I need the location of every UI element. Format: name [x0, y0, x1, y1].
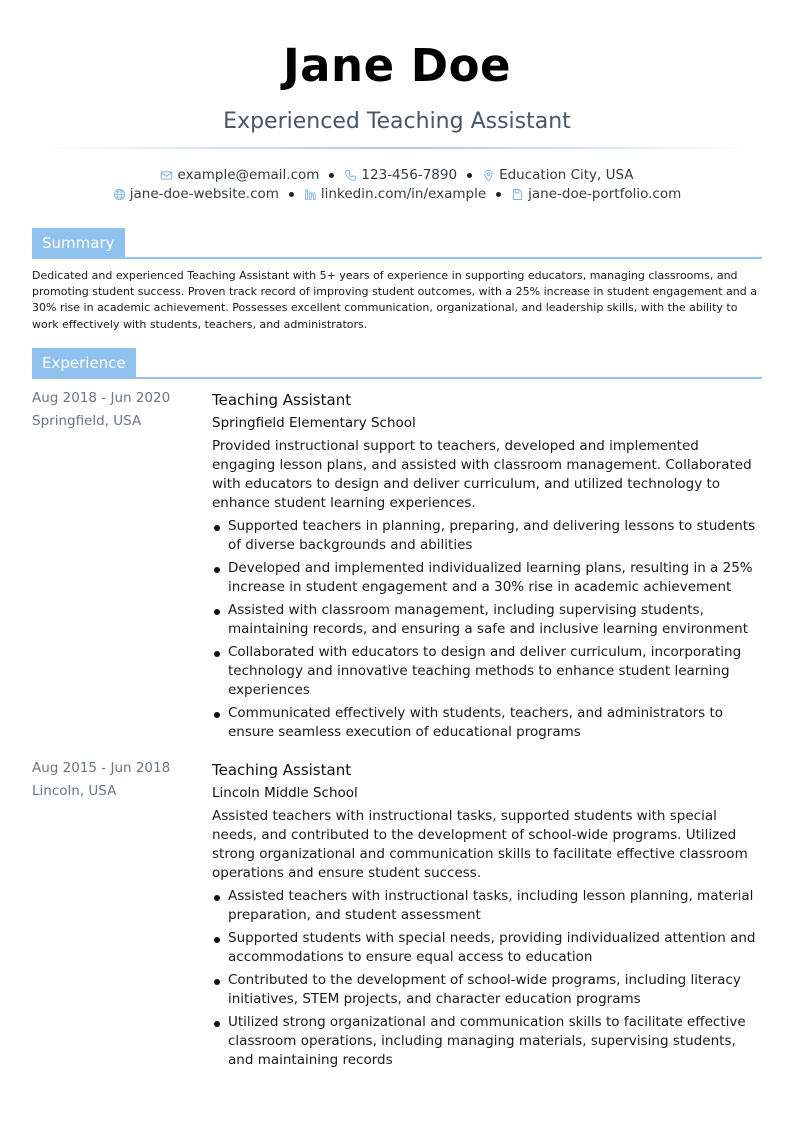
- job-bullet: [212, 559, 762, 597]
- bullet-dot: [214, 1021, 220, 1027]
- portfolio-icon: [511, 188, 524, 201]
- job-description: Provided instructional support to teachers, developed and implemented engaging lesson plans, and assisted with classroom management. Collaborated with educators to design and deliver curriculum, and utilized technology to enhance student learning experiences.: [212, 438, 752, 511]
- location-pin-icon: [482, 169, 495, 182]
- contact-location: [482, 166, 633, 184]
- bullet-text: Supported students with special needs, providing individualized attention and accommodations to ensure equal access to education: [228, 930, 756, 965]
- bullet-dot: [214, 567, 220, 573]
- job-details: [212, 759, 762, 1074]
- bullet-dot: [214, 712, 220, 718]
- bullet-text: Contributed to the development of school-wide programs, including literacy initiatives, STEM projects, and character education programs: [228, 972, 741, 1007]
- bullet-dot: [214, 525, 220, 531]
- bullet-text: Collaborated with educators to design and deliver curriculum, incorporating technology and innovative teaching methods to enhance student learning experiences: [228, 644, 742, 698]
- contact-phone[interactable]: [344, 166, 457, 184]
- job-dates: Aug 2015 - Jun 2018: [32, 760, 171, 776]
- bullet-text: Assisted teachers with instructional tasks, including lesson planning, material preparation, and student assessment: [228, 888, 754, 923]
- email-text: example@email.com: [177, 167, 320, 183]
- summary-text: Dedicated and experienced Teaching Assistant with 5+ years of experience in supporting educators, managing classrooms, and promoting student success. Proven track record of improving student outcomes, with a 25% increase in student engagement and a 30% rise in academic achievement. Possesses excellent communication, organizational, and leadership skills, with the ability to work effectively with students, teachers, and administrators.: [32, 269, 757, 331]
- job-bullet-list: [212, 887, 762, 1070]
- location-text: Education City, USA: [499, 167, 634, 183]
- bullet-dot: [214, 609, 220, 615]
- bullet-dot: [214, 937, 220, 943]
- separator-dot: [467, 173, 472, 178]
- separator-dot: [329, 173, 334, 178]
- linkedin-icon: [304, 188, 317, 201]
- candidate-name: Jane Doe: [282, 39, 512, 92]
- phone-icon: [344, 169, 357, 182]
- phone-text: 123-456-7890: [361, 167, 458, 183]
- contact-row-secondary: [0, 185, 794, 203]
- job-bullet: [212, 971, 762, 1009]
- job-bullet: [212, 517, 762, 555]
- job-company: Springfield Elementary School: [212, 415, 416, 431]
- job-dates: Aug 2018 - Jun 2020: [32, 390, 171, 406]
- job-title: Experienced Teaching Assistant: [223, 109, 571, 134]
- job-details: [212, 389, 762, 746]
- contact-row-primary: [0, 166, 794, 184]
- contact-website[interactable]: [113, 185, 279, 203]
- contact-email[interactable]: [160, 166, 319, 184]
- job-bullet: [212, 704, 762, 742]
- bullet-text: Supported teachers in planning, preparing, and delivering lessons to students of diverse backgrounds and abilities: [228, 518, 756, 553]
- mail-icon: [160, 169, 173, 182]
- bullet-dot: [214, 895, 220, 901]
- header-divider: [44, 147, 750, 149]
- job-location: Springfield, USA: [32, 413, 142, 429]
- bullet-dot: [214, 651, 220, 657]
- experience-heading: Experience: [32, 348, 136, 378]
- summary-heading: Summary: [32, 228, 125, 258]
- bullet-text: Developed and implemented individualized learning plans, resulting in a 25% increase in student engagement and a 30% rise in academic achievement: [228, 560, 753, 595]
- job-bullet: [212, 601, 762, 639]
- job-company: Lincoln Middle School: [212, 785, 358, 801]
- job-bullet-list: [212, 517, 762, 742]
- separator-dot: [496, 192, 501, 197]
- bullet-text: Communicated effectively with students, teachers, and administrators to ensure seamless execution of educational programs: [228, 705, 724, 740]
- globe-icon: [113, 188, 126, 201]
- bullet-dot: [214, 979, 220, 985]
- job-bullet: [212, 929, 762, 967]
- job-role: Teaching Assistant: [212, 391, 352, 409]
- contact-linkedin[interactable]: [304, 185, 486, 203]
- job-bullet: [212, 1013, 762, 1070]
- summary-section-header: [32, 228, 762, 260]
- portfolio-text: jane-doe-portfolio.com: [528, 186, 682, 202]
- contact-portfolio[interactable]: [511, 185, 681, 203]
- summary-rule: [32, 257, 762, 259]
- experience-rule: [32, 377, 762, 379]
- job-description: Assisted teachers with instructional tasks, supported students with special needs, and contributed to the development of school-wide programs. Utilized strong organizational and communication skills to facilitate effective classroom operations and ensure student success.: [212, 808, 748, 881]
- job-location: Lincoln, USA: [32, 783, 117, 799]
- job-bullet: [212, 887, 762, 925]
- experience-section-header: [32, 348, 762, 380]
- job-role: Teaching Assistant: [212, 761, 352, 779]
- bullet-text: Utilized strong organizational and communication skills to facilitate effective classroom operations, including managing materials, supervising students, and maintaining records: [228, 1014, 746, 1068]
- job-bullet: [212, 643, 762, 700]
- linkedin-text: linkedin.com/in/example: [320, 186, 487, 202]
- bullet-text: Assisted with classroom management, including supervising students, maintaining records, and ensuring a safe and inclusive learning environment: [228, 602, 749, 637]
- website-text: jane-doe-website.com: [129, 186, 279, 202]
- separator-dot: [289, 192, 294, 197]
